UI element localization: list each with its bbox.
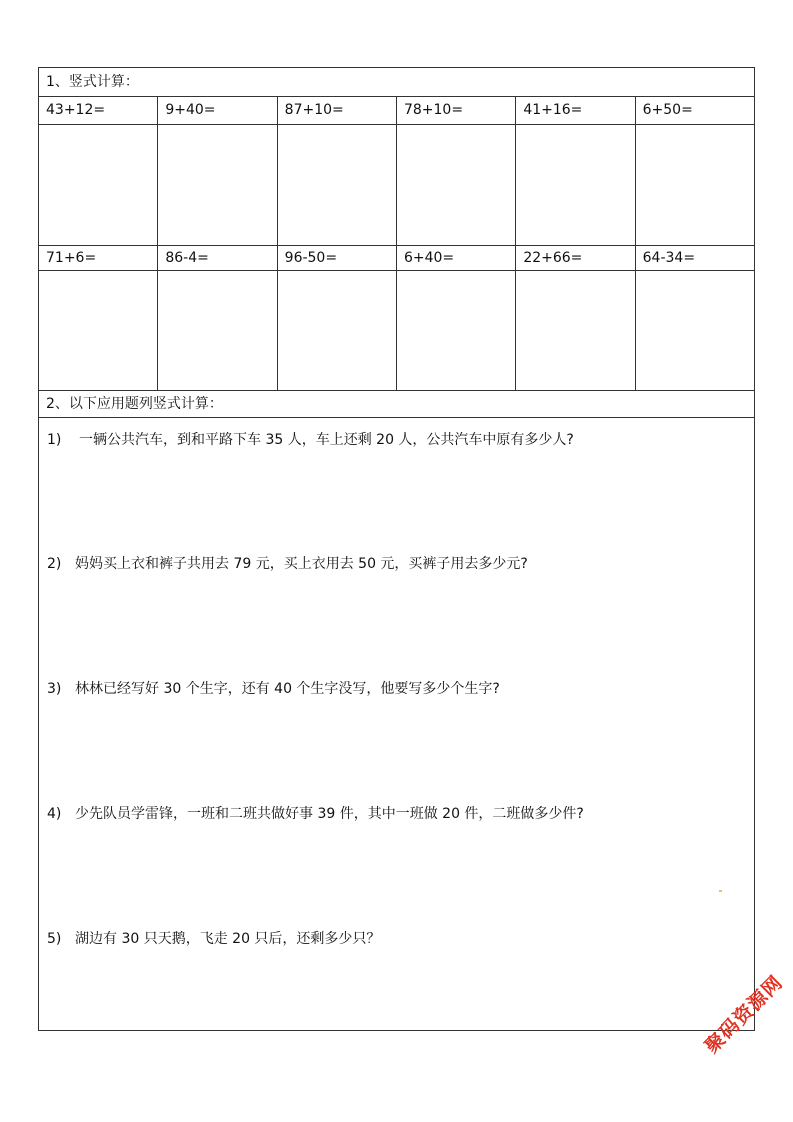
decorative-dot (719, 890, 722, 892)
equation-cell: 86-4= (158, 246, 277, 271)
word-problems (39, 418, 754, 1031)
word-problem-2 (47, 554, 528, 574)
work-space-cell[interactable] (636, 125, 754, 246)
equation-cell: 78+10= (397, 97, 516, 125)
equation-cell: 9+40= (158, 97, 277, 125)
problem-number: 2) (47, 556, 62, 572)
equation-cell: 87+10= (278, 97, 397, 125)
work-space-cell[interactable] (397, 125, 516, 246)
equation-cell: 22+66= (516, 246, 635, 271)
section-1-title: 1、竖式计算： (39, 68, 754, 97)
word-problem-4 (47, 804, 584, 824)
work-space-cell[interactable] (39, 125, 158, 246)
word-problem-1 (47, 430, 574, 450)
work-space-cell[interactable] (516, 125, 635, 246)
problem-number: 1) (47, 432, 62, 448)
equation-cell: 43+12= (39, 97, 158, 125)
equation-cell: 6+40= (397, 246, 516, 271)
work-space-cell[interactable] (636, 271, 754, 391)
equation-cell: 6+50= (636, 97, 754, 125)
equation-row-1 (39, 97, 754, 125)
equation-row-2 (39, 246, 754, 271)
work-space-cell[interactable] (278, 125, 397, 246)
problem-number: 3) (47, 681, 62, 697)
equation-cell: 96-50= (278, 246, 397, 271)
problem-text: 林林已经写好 30 个生字，还有 40 个生字没写，他要写多少个生字? (75, 681, 500, 697)
word-problem-3 (47, 679, 500, 699)
work-space-cell[interactable] (39, 271, 158, 391)
equation-cell: 71+6= (39, 246, 158, 271)
equation-cell: 64-34= (636, 246, 754, 271)
section-2-title: 2、以下应用题列竖式计算： (39, 391, 754, 418)
problem-text: 少先队员学雷锋，一班和二班共做好事 39 件，其中一班做 20 件，二班做多少件? (75, 806, 584, 822)
work-space-cell[interactable] (278, 271, 397, 391)
work-space-cell[interactable] (516, 271, 635, 391)
watermark-logo: 聚码资源网 (700, 971, 788, 1058)
work-space-cell[interactable] (158, 125, 277, 246)
problem-number: 5) (47, 931, 62, 947)
work-space-row-1 (39, 125, 754, 246)
problem-text: 妈妈买上衣和裤子共用去 79 元，买上衣用去 50 元，买裤子用去多少元? (75, 556, 528, 572)
equation-cell: 41+16= (516, 97, 635, 125)
problem-number: 4) (47, 806, 62, 822)
word-problem-5 (47, 929, 380, 949)
work-space-cell[interactable] (158, 271, 277, 391)
problem-text: 湖边有 30 只天鹅，飞走 20 只后，还剩多少只？ (75, 931, 381, 947)
work-space-cell[interactable] (397, 271, 516, 391)
worksheet-table (38, 67, 755, 1031)
problem-text: 一辆公共汽车，到和平路下车 35 人，车上还剩 20 人，公共汽车中原有多少人? (79, 432, 574, 448)
work-space-row-2 (39, 271, 754, 391)
